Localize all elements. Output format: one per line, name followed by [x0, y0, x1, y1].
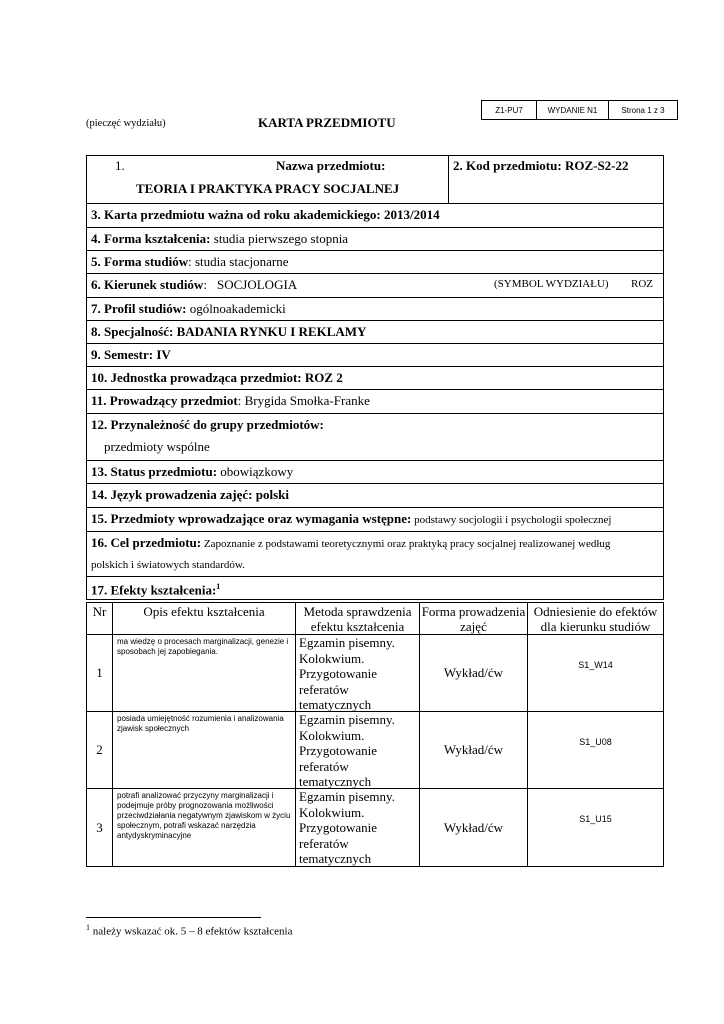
learning-outcomes-footnote-mark: 1	[216, 582, 221, 591]
row-course-group	[87, 414, 663, 461]
course-name-row	[87, 156, 663, 204]
row-learning-outcomes	[87, 577, 663, 599]
row-study-form	[87, 251, 663, 274]
footnote-separator	[86, 917, 261, 918]
course-goal-value-line1: Zapoznanie z podstawami teoretycznymi oraz praktyką pracy socjalnej realizowanej według	[201, 538, 611, 550]
course-goal-value-line2: polskich i światowych standardów.	[91, 559, 245, 571]
footnote-mark: 1	[86, 923, 90, 932]
lecturer-value: : Brygida Smołka-Franke	[237, 393, 370, 408]
footnote-text: należy wskazać ok. 5 – 8 efektów kształcenia	[90, 925, 293, 938]
prerequisites-label: 15. Przedmioty wprowadzające oraz wymagania wstępne:	[91, 511, 412, 526]
row-valid-from: 3. Karta przedmiotu ważna od roku akademickiego: 2013/2014	[87, 204, 663, 228]
row-field-of-study	[87, 274, 663, 298]
row-course-goal	[87, 532, 663, 577]
field-of-study-label: 6. Kierunek studiów	[91, 277, 204, 292]
header-description: Opis efektu kształcenia	[113, 603, 296, 635]
table-row-1-description: ma wiedzę o procesach marginalizacji, genezie i sposobach jej zapobiegania.	[113, 635, 296, 712]
document-code: Z1-PU7	[482, 101, 537, 119]
table-row-1-method: Egzamin pisemny. Kolokwium. Przygotowanie referatów tematycznych	[296, 635, 420, 712]
document-edition: WYDANIE N1	[537, 101, 609, 119]
learning-outcomes-label: 17. Efekty kształcenia:	[91, 582, 217, 598]
header-reference: Odniesienie do efektów dla kierunku studiów	[528, 603, 663, 635]
row-prerequisites	[87, 508, 663, 532]
study-profile-label: 7. Profil studiów:	[91, 301, 187, 316]
course-group-value: przedmioty wspólne	[104, 439, 210, 454]
course-number: 1.	[115, 158, 125, 173]
row-language: 14. Język prowadzenia zajęć: polski	[87, 484, 663, 508]
header-form: Forma prowadzenia zajęć	[420, 603, 528, 635]
course-name-cell	[87, 156, 449, 203]
study-form-value: : studia stacjonarne	[188, 254, 289, 269]
course-name: TEORIA I PRAKTYKA PRACY SOCJALNEJ	[136, 181, 400, 196]
status-value: obowiązkowy	[217, 464, 294, 479]
row-status	[87, 461, 663, 484]
education-form-value: studia pierwszego stopnia	[210, 231, 349, 246]
faculty-symbol-value: ROZ	[631, 278, 653, 290]
learning-outcomes-table	[86, 602, 664, 867]
course-group-label: 12. Przynależność do grupy przedmiotów:	[91, 417, 324, 432]
table-row-3-description: potrafi analizować przyczyny marginalizacji i podejmuje próby prognozowania możliwości przeciwdziałania negatywnym zjawiskom w życiu społecznym, potrafi wskazać narzędzia antydyskryminacyjne	[113, 789, 296, 866]
field-of-study-value: SOCJOLOGIA	[217, 277, 298, 292]
footnote	[86, 923, 293, 938]
table-row-2-form: Wykład/ćw	[420, 712, 528, 789]
table-row-3-nr: 3	[87, 789, 113, 866]
course-code: 2. Kod przedmiotu: ROZ-S2-22	[453, 158, 629, 173]
document-page: Strona 1 z 3	[621, 105, 665, 115]
study-form-label: 5. Forma studiów	[91, 254, 189, 269]
table-row-2-nr: 2	[87, 712, 113, 789]
course-form	[86, 155, 664, 600]
table-row-2-description: posiada umiejętność rozumienia i analizowania zjawisk społecznych	[113, 712, 296, 789]
document-code-box	[481, 100, 678, 120]
row-specialty: 8. Specjalność: BADANIA RYNKU I REKLAMY	[87, 321, 663, 344]
prerequisites-value: podstawy socjologii i psychologii społecznej	[411, 514, 612, 526]
row-study-profile	[87, 298, 663, 321]
education-form-label: 4. Forma kształcenia:	[91, 231, 211, 246]
table-row-1-nr: 1	[87, 635, 113, 712]
table-row-2-method: Egzamin pisemny. Kolokwium. Przygotowanie referatów tematycznych	[296, 712, 420, 789]
header-method: Metoda sprawdzenia efektu kształcenia	[296, 603, 420, 635]
row-unit: 10. Jednostka prowadząca przedmiot: ROZ 2	[87, 367, 663, 390]
page-title: KARTA PRZEDMIOTU	[258, 115, 396, 130]
table-row-3-method: Egzamin pisemny. Kolokwium. Przygotowanie referatów tematycznych	[296, 789, 420, 866]
table-row-2-reference: S1_U08	[528, 712, 663, 789]
faculty-seal-label: (pieczęć wydziału)	[86, 118, 166, 129]
field-of-study-colon: :	[203, 277, 207, 292]
table-row-3-reference: S1_U15	[579, 814, 612, 824]
table-row-1-form: Wykład/ćw	[420, 635, 528, 712]
status-label: 13. Status przedmiotu:	[91, 464, 218, 479]
course-goal-label: 16. Cel przedmiotu:	[91, 535, 202, 550]
row-education-form	[87, 228, 663, 251]
lecturer-label: 11. Prowadzący przedmiot	[91, 393, 238, 408]
header-nr: Nr	[87, 603, 113, 635]
row-lecturer	[87, 390, 663, 414]
study-profile-value: ogólnoakademicki	[186, 301, 286, 316]
table-row-1-reference: S1_W14	[528, 635, 663, 712]
course-name-label: Nazwa przedmiotu:	[276, 158, 386, 173]
table-row-3-form: Wykład/ćw	[420, 789, 528, 866]
faculty-symbol-label: (SYMBOL WYDZIAŁU)	[494, 278, 609, 290]
row-semester: 9. Semestr: IV	[87, 344, 663, 367]
